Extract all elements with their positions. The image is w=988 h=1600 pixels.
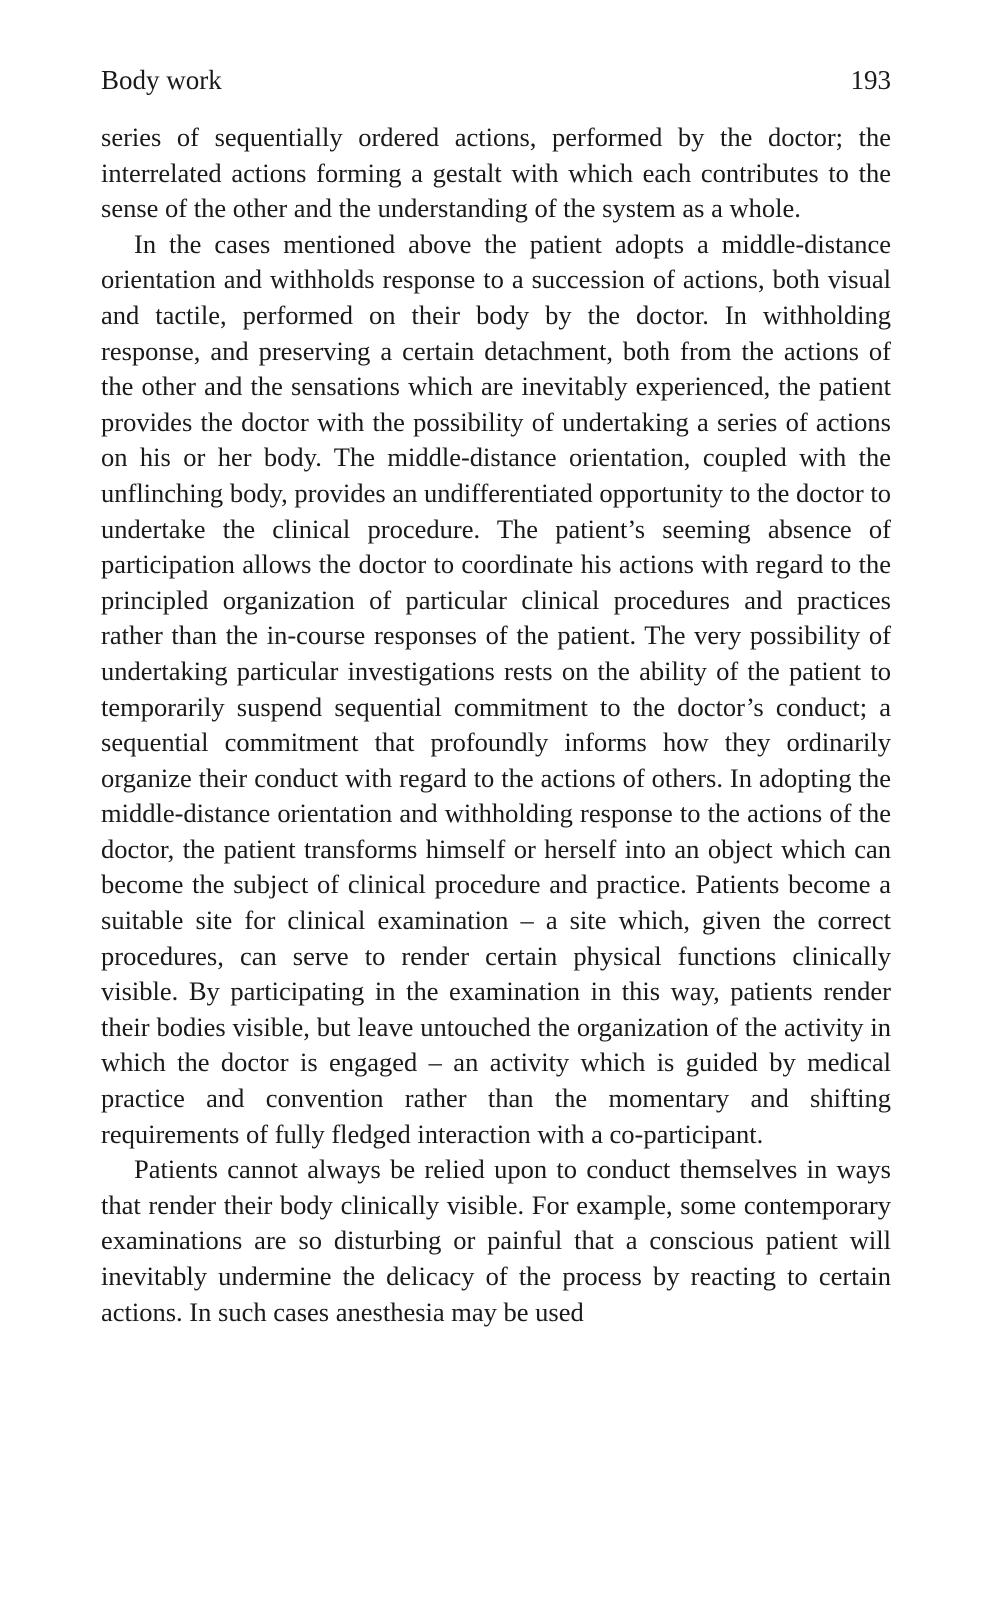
chapter-title: Body work [101, 65, 222, 95]
body-text [101, 120, 891, 1330]
paragraph: In the cases mentioned above the patient adopts a middle-distance orientation and withholds response to a succession of actions, both visual and tactile, performed on their body by the doctor. In withholding response, and preserving a certain detachment, both from the actions of the other and the sensations which are inevitably experienced, the patient provides the doctor with the possibility of undertaking a series of actions on his or her body. The middle-distance orientation, coupled with the unflinching body, provides an undifferentiated opportunity to the doctor to undertake the clinical procedure. The patient’s seeming absence of participation allows the doctor to coordinate his actions with regard to the principled organization of particular clinical procedures and practices rather than the in-course responses of the patient. The very possibility of undertaking particular investigations rests on the ability of the patient to temporarily suspend sequential commitment to the doctor’s conduct; a sequential commitment that profoundly informs how they ordinarily organize their conduct with regard to the actions of others. In adopting the middle-distance orientation and withholding response to the actions of the doctor, the patient transforms himself or herself into an object which can become the subject of clinical procedure and practice. Patients become a suitable site for clinical examination – a site which, given the correct procedures, can serve to render certain physical functions clinically visible. By participating in the examination in this way, patients render their bodies visible, but leave untouched the organization of the activity in which the doctor is engaged – an activity which is guided by medical practice and convention rather than the momentary and shifting requirements of fully fledged interaction with a co-participant. [101, 228, 891, 1149]
page-number: 193 [850, 65, 891, 95]
paragraph-continued: series of sequentially ordered actions, performed by the doctor; the interrelated actions forming a gestalt with which each contributes to the sense of the other and the understanding of the system as a whole. [101, 122, 891, 224]
running-head [101, 62, 891, 98]
book-page [101, 62, 891, 1330]
paragraph: Patients cannot always be relied upon to conduct themselves in ways that render their body clinically visible. For example, some contemporary examinations are so disturbing or painful that a conscious patient will inevitably undermine the delicacy of the process by reacting to certain actions. In such cases anesthesia may be used [101, 1154, 891, 1327]
